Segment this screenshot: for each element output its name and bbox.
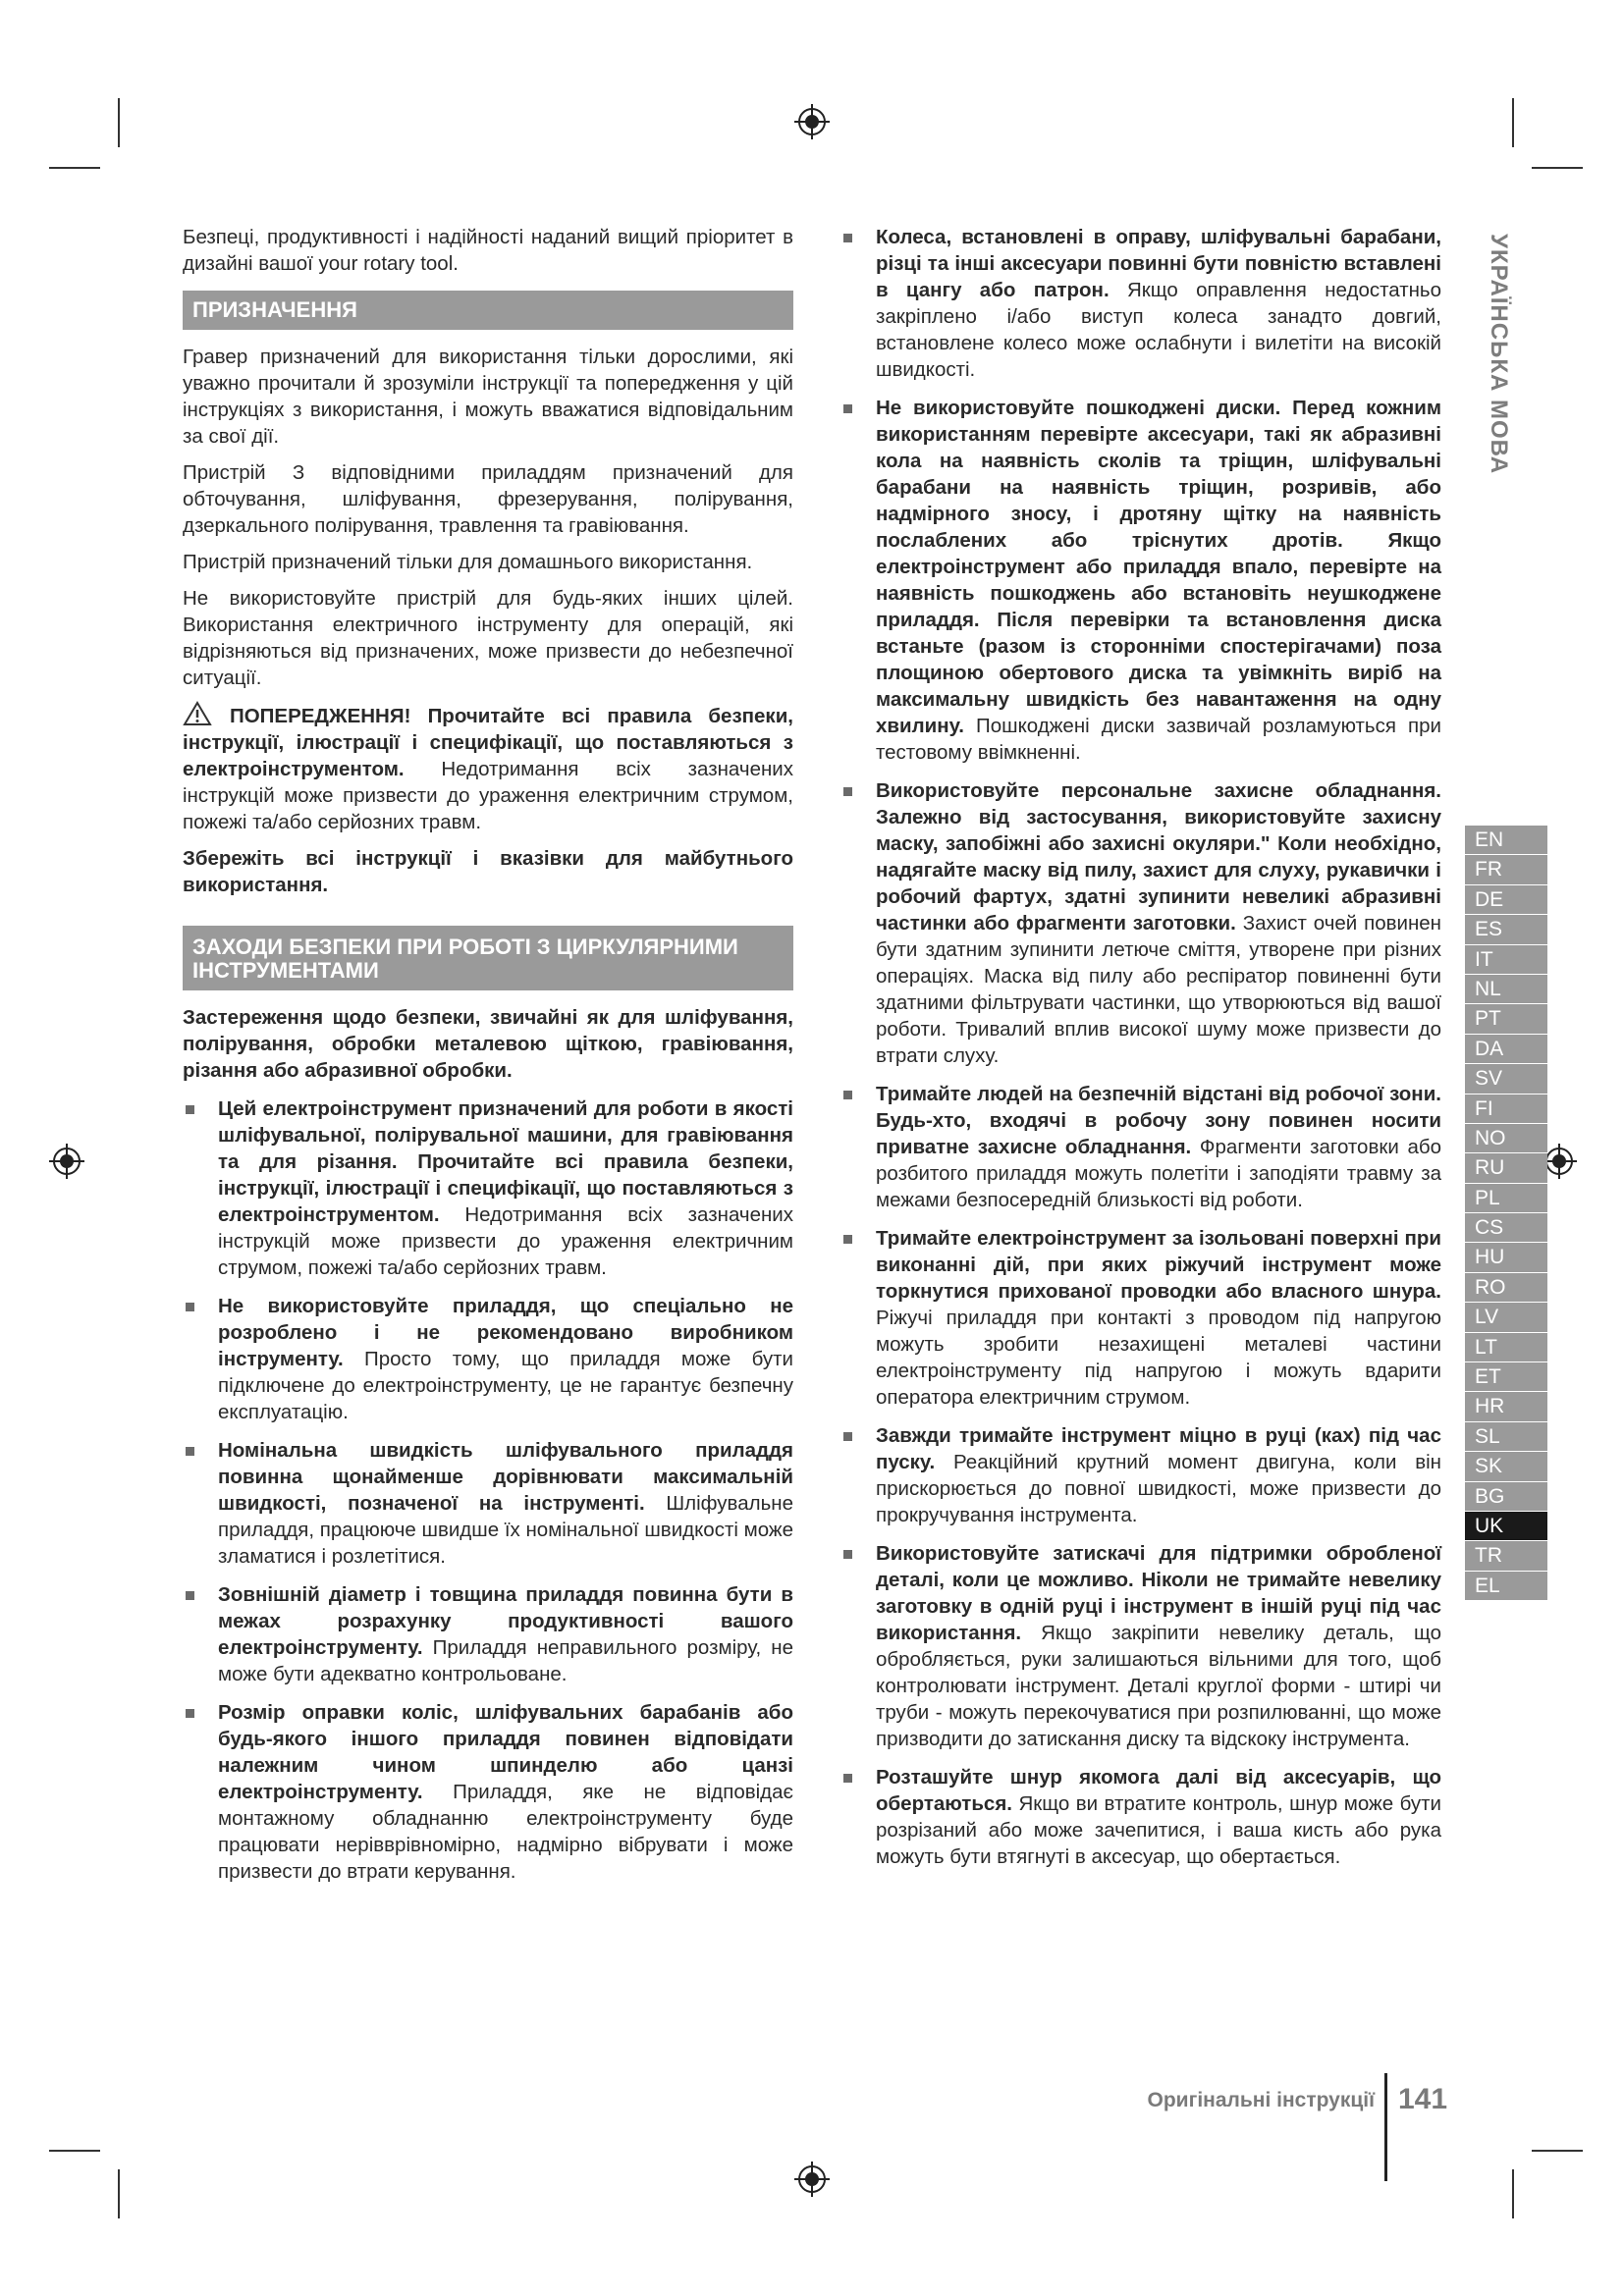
language-tab-fi[interactable]: FI [1465,1095,1547,1124]
crop-mark [1532,167,1583,169]
language-tab-bg[interactable]: BG [1465,1482,1547,1512]
list-item [183,1293,793,1425]
language-tab-cs[interactable]: CS [1465,1213,1547,1243]
language-tab-sv[interactable]: SV [1465,1064,1547,1094]
registration-mark-icon [792,2160,832,2199]
list-item [183,1699,793,1885]
language-tab-pt[interactable]: PT [1465,1004,1547,1034]
list-item [183,1095,793,1281]
paragraph: Пристрій призначений тільки для домашнього використання. [183,551,753,573]
page-number: 141 [1398,2083,1448,2115]
warning-text: Недотримання всіх зазначених інструкцій може призвести до ураження електричним струмом, пожежі та/або серйозних травм. [183,758,793,833]
language-tab-sk[interactable]: SK [1465,1452,1547,1481]
item-bold: Використовуйте затискачі для підтримки обробленої деталі, коли це можливо. Ніколи не тримайте невелику заготовку в одній руці і інструмент в іншій руці під час використання. [876,1542,1441,1644]
item-bold: Цей електроінструмент призначений для роботи в якості шліфувальної, полірувальної машини, для гравіювання та для різання. Прочитайте всі правила безпеки, інструкції, ілюстрації і специфікації, що поставляються з електроінструментом. [218,1097,793,1226]
language-tab-et[interactable]: ET [1465,1362,1547,1392]
left-column [183,224,793,1896]
item-bold: Тримайте електроінструмент за ізольовані поверхні при виконанні дій, при яких ріжучий інструмент може торкнутися прихованої проводки або власного шнура. [876,1227,1441,1303]
item-text: Просто тому, що приладдя може бути підключене до електроінструменту, це не гарантує безпечну експлуатацію. [218,1348,793,1423]
language-tab-de[interactable]: DE [1465,885,1547,915]
item-text: Якщо ви втратите контроль, шнур може бути розрізаний або може зачепитися, і ваша кисть або рука можуть бути втягнуті в аксесуар, що обертається. [876,1792,1441,1868]
language-title: УКРАЇНСЬКА МОВА [1486,234,1512,475]
item-text: Шліфувальне приладдя, працююче швидше їх номінальної швидкості може зламатися і розлетітися. [218,1492,793,1568]
language-tab-sl[interactable]: SL [1465,1422,1547,1452]
item-bold: Використовуйте персональне захисне обладнання. Залежно від застосування, використовуйте захисну маску, запобіжні або захисні окуляри." Коли необхідно, надягайте маску від пилу, захист для слуху, рукавички і робочий фартух, здатні зупинити невеликі абразивні частинки або фрагменти заготовки. [876,779,1441,934]
language-tab-no[interactable]: NO [1465,1124,1547,1153]
item-text: Приладдя, яке не відповідає монтажному обладнанню електроінструменту буде працювати нерівврівномірно, надмірно вібрувати і може призвести до втрати керування. [218,1781,793,1883]
right-column [840,224,1441,1882]
crop-mark [1532,2150,1583,2152]
item-bold: Номінальна швидкість шліфувального приладдя повинна щонайменше дорівнювати максимальній швидкості, позначеної на інструменті. [218,1439,793,1515]
list-item [840,224,1441,383]
list-item [183,1581,793,1687]
list-item [183,1437,793,1570]
item-text: Якщо закріпити невелику деталь, що обробляється, руки залишаються вільними для того, щоб контролювати інструмент. Деталі круглої форми - штирі чи труби - можуть перекочуватися при розпилюванні, що може призводити до затискання диску та відскоку інструмента. [876,1622,1441,1750]
item-bold: Не використовуйте приладдя, що спеціально не розроблено і не рекомендовано виробником інструменту. [218,1295,793,1370]
language-tab-it[interactable]: IT [1465,945,1547,975]
language-tabs [1465,826,1547,1601]
list-item [840,395,1441,766]
item-bold: Не використовуйте пошкоджені диски. Перед кожним використанням перевірте аксесуари, такі як абразивні кола на наявність сколів та тріщин, шліфувальні барабани на наявність тріщин, розривів, або надмірного зносу, і дротяну щітку на наявність послаблених або тріснутих дротів. Якщо електроінструмент або приладдя впало, перевірте на наявність пошкоджень або встановіть неушкоджене приладдя. Після перевірки та встановлення диска встаньте (разом із сторонніми спостерігачами) поза площиною обертового диска та увімкніть виріб на максимальну швидкість без навантаження на одну хвилину. [876,397,1441,737]
warning-bold: ПОПЕРЕДЖЕННЯ! Прочитайте всі правила безпеки, інструкції, ілюстрації і специфікації, що поставляються з електроінструментом. [183,705,793,780]
warning-paragraph [183,701,793,835]
language-tab-da[interactable]: DA [1465,1035,1547,1064]
keep-instructions: Збережіть всі інструкції і вказівки для майбутнього використання. [183,847,793,896]
language-tab-en[interactable]: EN [1465,826,1547,855]
item-text: Пошкоджені диски зазвичай розламуються при тестовому ввімкненні. [876,715,1441,764]
language-tab-lt[interactable]: LT [1465,1333,1547,1362]
left-bullet-list [183,1095,793,1885]
language-tab-uk[interactable]: UK [1465,1512,1547,1541]
list-item [840,777,1441,1069]
footer-divider [1384,2073,1387,2181]
section-heading-purpose: ПРИЗНАЧЕННЯ [183,291,793,330]
language-tab-nl[interactable]: NL [1465,975,1547,1004]
item-text: Приладдя неправильного розміру, не може бути адекватно контрольоване. [218,1636,793,1685]
item-text: Реакційний крутний момент двигуна, коли він прискорюється до повної швидкості, може призвести до прокручування інструмента. [876,1451,1441,1526]
footer-label: Оригінальні інструкції [1147,2089,1375,2111]
item-bold: Розмір оправки коліс, шліфувальних барабанів або будь-якого іншого приладдя повинен відповідати належним чином шпинделю або цанзі електроінструменту. [218,1701,793,1803]
intro-text: Безпеці, продуктивності і надійності наданий вищий пріоритет в дизайні вашої your rotary tool. [183,226,793,275]
language-tab-fr[interactable]: FR [1465,855,1547,884]
item-text: Якщо оправлення недостатньо закріплено і/або виступ колеса занадто довгий, встановлене колесо може ослабнути і вилетіти на високій швидкості. [876,279,1441,381]
language-tab-ro[interactable]: RO [1465,1273,1547,1303]
crop-mark [118,98,120,147]
paragraph: Не використовуйте пристрій для будь-яких інших цілей. Використання електричного інструменту для операцій, які відрізняються від призначених, може призвести до небезпечної ситуації. [183,587,793,689]
crop-mark [49,2150,100,2152]
item-bold: Тримайте людей на безпечній відстані від робочої зони. Будь-хто, входячі в робочу зону повинен носити приватне захисне обладнання. [876,1083,1441,1158]
item-text: Недотримання всіх зазначених інструкцій може призвести до ураження електричним струмом, пожежі та/або серйозних травм. [218,1203,793,1279]
item-bold: Зовнішній діаметр і товщина приладдя повинна бути в межах розрахунку продуктивності вашого електроінструменту. [218,1583,793,1659]
list-item [840,1422,1441,1528]
crop-mark [49,167,100,169]
crop-mark [118,2169,120,2218]
registration-mark-icon [792,102,832,141]
item-text: Захист очей повинен бути здатним зупинити летюче сміття, утворене при різних операціях. Маска від пилу або респіратор повиненні бути здатними фільтрувати частинки, що утворюються від вашої роботи. Тривалий вплив високої шуму може призвести до втрати слуху. [876,912,1441,1067]
warning-triangle-icon [183,701,212,726]
language-tab-lv[interactable]: LV [1465,1303,1547,1332]
paragraph: Пристрій З відповідними приладдям призначений для обточування, шліфування, фрезерування, полірування, дзеркального полірування, травлення та гравіювання. [183,461,793,537]
list-item [840,1225,1441,1411]
item-bold: Завжди тримайте інструмент міцно в руці (ках) під час пуску. [876,1424,1441,1473]
right-bullet-list [840,224,1441,1870]
paragraph: Гравер призначений для використання тільки дорослими, які уважно прочитали й зрозуміли інструкції та попередження у цій інструкціях з використання, і можуть вважатися відповідальним за свої дії. [183,346,793,448]
item-bold: Розташуйте шнур якомога далі від аксесуарів, що обертаються. [876,1766,1441,1815]
section-heading-safety: ЗАХОДИ БЕЗПЕКИ ПРИ РОБОТІ З ЦИРКУЛЯРНИМИ ІНСТРУМЕНТАМИ [183,926,793,990]
item-text: Ріжучі приладдя при контакті з проводом під напругою можуть зробити незахищені металеві частини електроінструменту під напругою і можуть вдарити оператора електричним струмом. [876,1307,1441,1409]
language-tab-hu[interactable]: HU [1465,1243,1547,1272]
language-tab-pl[interactable]: PL [1465,1184,1547,1213]
safety-lead: Застереження щодо безпеки, звичайні як для шліфування, полірування, обробки металевою щіткою, гравіювання, різання або абразивної обробки. [183,1006,793,1082]
language-tab-el[interactable]: EL [1465,1572,1547,1601]
registration-mark-icon [47,1142,86,1181]
crop-mark [1512,98,1514,147]
language-tab-tr[interactable]: TR [1465,1541,1547,1571]
list-item [840,1764,1441,1870]
crop-mark [1512,2169,1514,2218]
item-text: Фрагменти заготовки або розбитого приладдя можуть полетіти і заподіяти травму за межами безпосередній близькості від роботи. [876,1136,1441,1211]
list-item [840,1540,1441,1752]
list-item [840,1081,1441,1213]
language-tab-es[interactable]: ES [1465,915,1547,944]
item-bold: Колеса, встановлені в оправу, шліфувальні барабани, різці та інші аксесуари повинні бути повністю вставлені в цангу або патрон. [876,226,1441,301]
language-tab-hr[interactable]: HR [1465,1392,1547,1421]
language-tab-ru[interactable]: RU [1465,1153,1547,1183]
